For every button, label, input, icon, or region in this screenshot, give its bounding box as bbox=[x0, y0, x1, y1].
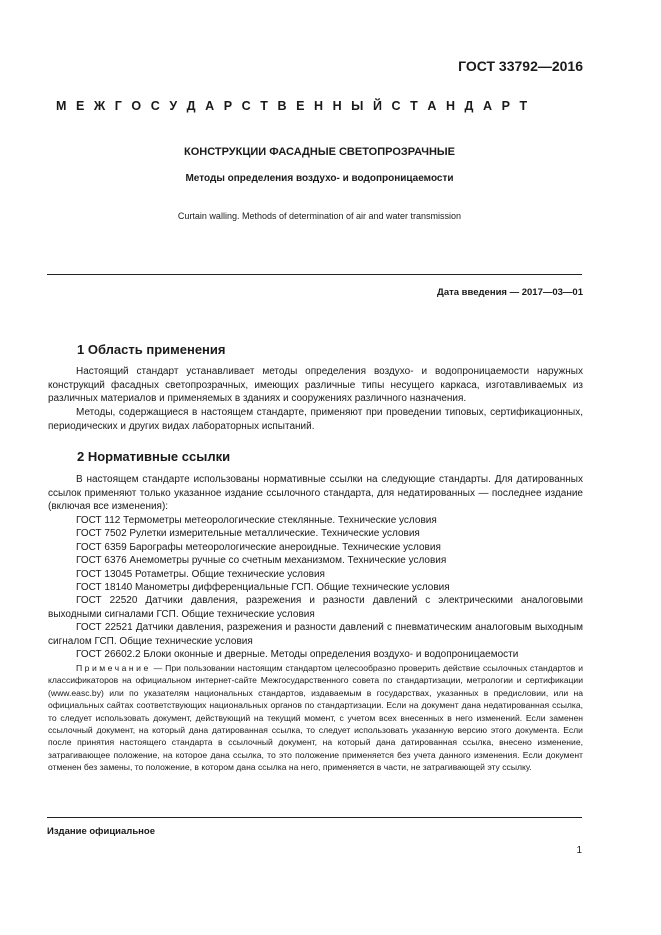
note-label: Примечание bbox=[76, 663, 151, 673]
section-1-paragraph-2 bbox=[48, 406, 583, 433]
banner-text: М Е Ж Г О С У Д А Р С Т В Е Н Н Ы Й С Т А Н Д А Р Т bbox=[56, 99, 531, 113]
section-1-paragraph-1-text: Настоящий стандарт устанавливает методы определения воздухо- и водопроницаемости наружных конструкций фасадных светопрозрачных, имеющих различные типы несущего каркаса, изготавливаемых из различных материалов и применяемых в зданиях и сооружениях различного назначения. bbox=[48, 366, 583, 405]
standard-banner bbox=[56, 99, 583, 113]
section-2-paragraph-1-text: В настоящем стандарте использованы нормативные ссылки на следующие стандарты. Для датированных ссылок применяют только указанное издание ссылочного стандарта, для недатированных — последнее издание (включая все изменения): bbox=[48, 474, 583, 513]
reference-item: ГОСТ 22520 Датчики давления, разрежения и разности давлений с электрическими аналоговыми выходными сигналами ГСП. Общие технические условия bbox=[48, 595, 583, 620]
section-1-paragraph-1 bbox=[48, 365, 583, 406]
reference-item: ГОСТ 22521 Датчики давления, разрежения и разности давлений с пневматическим аналоговым выходным сигналом ГСП. Общие технические условия bbox=[48, 622, 583, 647]
reference-item: ГОСТ 7502 Рулетки измерительные металлические. Технические условия bbox=[76, 528, 420, 540]
reference-item: ГОСТ 112 Термометры метеорологические стеклянные. Технические условия bbox=[76, 515, 437, 526]
document-subtitle: Методы определения воздухо- и водопроницаемости bbox=[185, 173, 454, 184]
english-title: Curtain walling. Methods of determination of air and water transmission bbox=[177, 211, 462, 221]
reference-item: ГОСТ 6376 Анемометры ручные со счетным механизмом. Технические условия bbox=[76, 555, 447, 567]
page-number: 1 bbox=[576, 845, 582, 856]
section-1-paragraph-2-text: Методы, содержащиеся в настоящем стандарте, применяют при проведении типовых, сертификационных, периодических и других видах лабораторных испытаний. bbox=[48, 407, 583, 432]
standard-id: ГОСТ 33792—2016 bbox=[458, 58, 583, 74]
edition-label: Издание официальное bbox=[47, 826, 155, 837]
reference-item: ГОСТ 18140 Манометры дифференциальные ГСП. Общие технические условия bbox=[76, 582, 450, 594]
note-text: — При пользовании настоящим стандартом целесообразно проверить действие ссылочных стандартов и классификаторов на официальном интернет-сайте Межгосударственного совета по стандартизации, метрологии и сертификации (www.easc.by) или по указателям национальных стандартов, издаваемым в государствах, указанных в предисловии, или на официальных сайтах соответствующих национальных органов по стандартизации. Если на документ дана недатированная ссылка, то следует использовать документ, действующий на текущий момент, с учетом всех внесенных в него изменений. Если заменен ссылочный документ, на который дана датированная ссылка, то следует использовать указанную версию этого документа. Если после принятия настоящего стандарта в ссылочный документ, на который дана датированная ссылка, внесено изменение, затрагивающее положение, на которое дана ссылка, то это положение применяется без учета данного изменения. Если документ отменен без замены, то положение, в котором дана ссылка на него, применяется в части, не затрагивающей эту ссылку. bbox=[48, 663, 583, 773]
introduction-date: Дата введения — 2017—03—01 bbox=[437, 287, 583, 298]
reference-item: ГОСТ 26602.2 Блоки оконные и дверные. Методы определения воздухо- и водопроницаемости bbox=[76, 649, 519, 661]
bottom-divider bbox=[47, 817, 582, 818]
section-2-heading: 2 Нормативные ссылки bbox=[77, 449, 231, 464]
references-note bbox=[48, 662, 583, 774]
reference-item: ГОСТ 6359 Барографы метеорологические анероидные. Технические условия bbox=[76, 541, 441, 553]
reference-item: ГОСТ 13045 Ротаметры. Общие технические условия bbox=[76, 568, 325, 580]
section-2-paragraph-1 bbox=[48, 473, 583, 514]
top-divider bbox=[47, 274, 582, 275]
document-title: КОНСТРУКЦИИ ФАСАДНЫЕ СВЕТОПРОЗРАЧНЫЕ bbox=[183, 146, 456, 158]
references-list bbox=[48, 514, 583, 661]
section-1-heading: 1 Область применения bbox=[77, 342, 226, 357]
